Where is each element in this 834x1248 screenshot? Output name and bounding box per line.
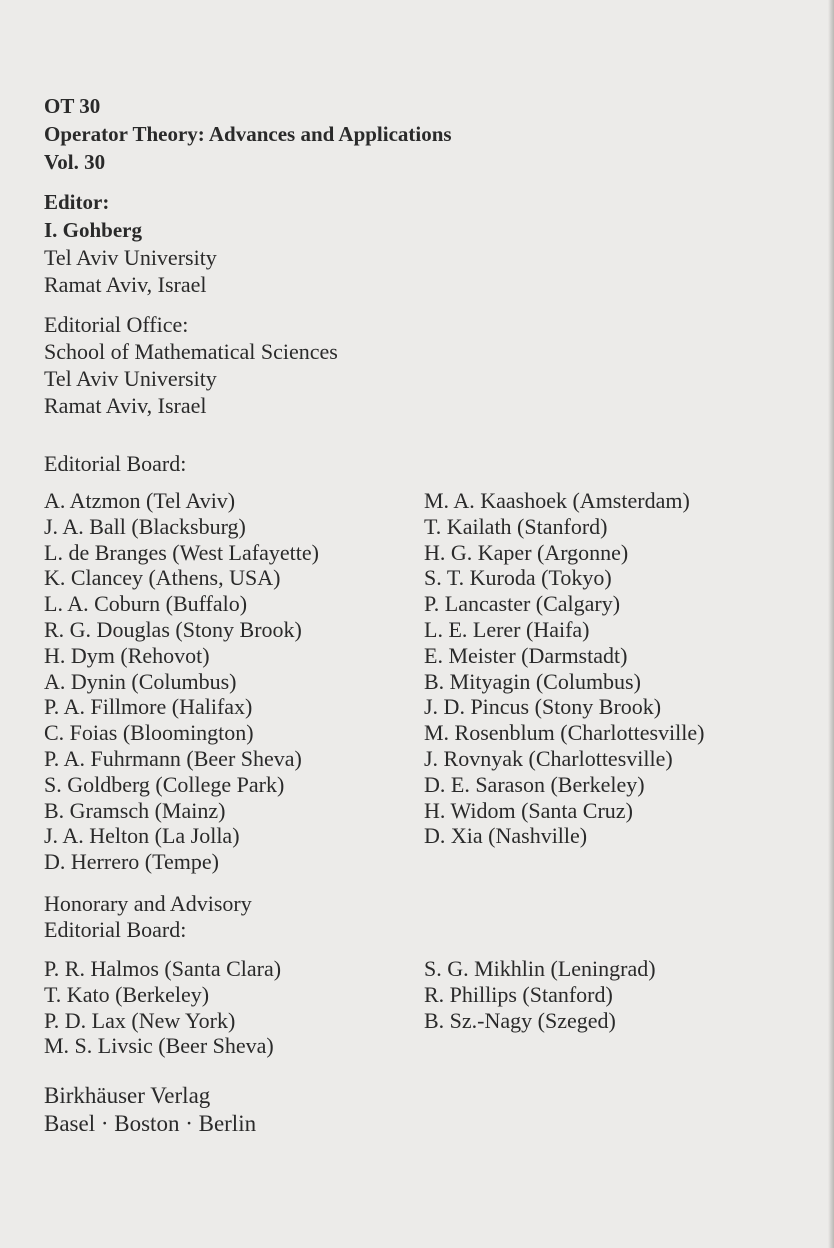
publisher-cities: Basel · Boston · Berlin [44, 1111, 257, 1136]
editor-affiliation-line: Tel Aviv University [44, 245, 217, 270]
board-member: H. G. Kaper (Argonne) [424, 539, 629, 565]
editorial-office-heading: Editorial Office: [44, 312, 189, 337]
honorary-member: S. G. Mikhlin (Leningrad) [424, 956, 656, 981]
honorary-heading-line: Editorial Board: [44, 917, 187, 942]
editorial-board-heading: Editorial Board: [44, 451, 187, 476]
editorial-board-left-column [44, 488, 319, 875]
board-member: E. Meister (Darmstadt) [424, 642, 628, 668]
board-member: C. Foias (Bloomington) [44, 720, 254, 746]
publisher-block [44, 1082, 256, 1138]
board-member: B. Mityagin (Columbus) [424, 668, 641, 694]
board-member: D. E. Sarason (Berkeley) [424, 771, 645, 797]
honorary-member: P. D. Lax (New York) [44, 1007, 236, 1033]
page-edge-shadow [828, 0, 834, 1248]
editorial-board-right-column [424, 488, 704, 849]
board-member: J. Rovnyak (Charlottesville) [424, 745, 673, 771]
editorial-office-line: Tel Aviv University [44, 366, 217, 391]
board-member: L. E. Lerer (Haifa) [424, 616, 590, 642]
board-member: S. T. Kuroda (Tokyo) [424, 565, 612, 591]
board-member: B. Gramsch (Mainz) [44, 797, 226, 823]
editor-name: I. Gohberg [44, 218, 143, 242]
board-member: S. Goldberg (College Park) [44, 771, 285, 797]
board-member: M. A. Kaashoek (Amsterdam) [424, 488, 690, 513]
editor-section [44, 188, 217, 298]
editor-affiliation-line: Ramat Aviv, Israel [44, 272, 207, 297]
board-member: L. de Branges (West Lafayette) [44, 539, 319, 565]
board-member: R. G. Douglas (Stony Brook) [44, 616, 302, 642]
editorial-office-line: Ramat Aviv, Israel [44, 393, 207, 418]
board-member: H. Dym (Rehovot) [44, 642, 210, 668]
board-member: P. Lancaster (Calgary) [424, 591, 621, 617]
publisher-name: Birkhäuser Verlag [44, 1083, 211, 1108]
editor-heading: Editor: [44, 190, 110, 214]
honorary-heading-line: Honorary and Advisory [44, 891, 252, 916]
honorary-member: B. Sz.-Nagy (Szeged) [424, 1007, 616, 1033]
board-member: P. A. Fillmore (Halifax) [44, 694, 253, 720]
board-member: J. A. Ball (Blacksburg) [44, 513, 246, 539]
board-member: M. Rosenblum (Charlottesville) [424, 720, 705, 746]
honorary-board-left-column [44, 956, 281, 1059]
honorary-member: R. Phillips (Stanford) [424, 981, 613, 1007]
board-member: K. Clancey (Athens, USA) [44, 565, 281, 591]
board-member: J. D. Pincus (Stony Brook) [424, 694, 662, 720]
series-volume: Vol. 30 [44, 150, 106, 174]
board-member: L. A. Coburn (Buffalo) [44, 591, 248, 617]
board-member: P. A. Fuhrmann (Beer Sheva) [44, 745, 302, 771]
editorial-office-section [44, 311, 338, 419]
series-title: Operator Theory: Advances and Applications [44, 122, 452, 146]
editorial-office-line: School of Mathematical Sciences [44, 339, 338, 364]
series-code: OT 30 [44, 94, 101, 118]
board-member: T. Kailath (Stanford) [424, 513, 608, 539]
honorary-member: P. R. Halmos (Santa Clara) [44, 956, 282, 981]
board-member: J. A. Helton (La Jolla) [44, 823, 240, 849]
board-member: A. Dynin (Columbus) [44, 668, 237, 694]
board-member: H. Widom (Santa Cruz) [424, 797, 633, 823]
honorary-board-right-column [424, 956, 656, 1033]
board-member: D. Herrero (Tempe) [44, 849, 219, 875]
series-header [44, 92, 452, 176]
honorary-member: M. S. Livsic (Beer Sheva) [44, 1033, 274, 1059]
board-member: A. Atzmon (Tel Aviv) [44, 488, 236, 513]
honorary-board-heading [44, 891, 252, 943]
honorary-member: T. Kato (Berkeley) [44, 981, 210, 1007]
board-member: D. Xia (Nashville) [424, 823, 588, 849]
